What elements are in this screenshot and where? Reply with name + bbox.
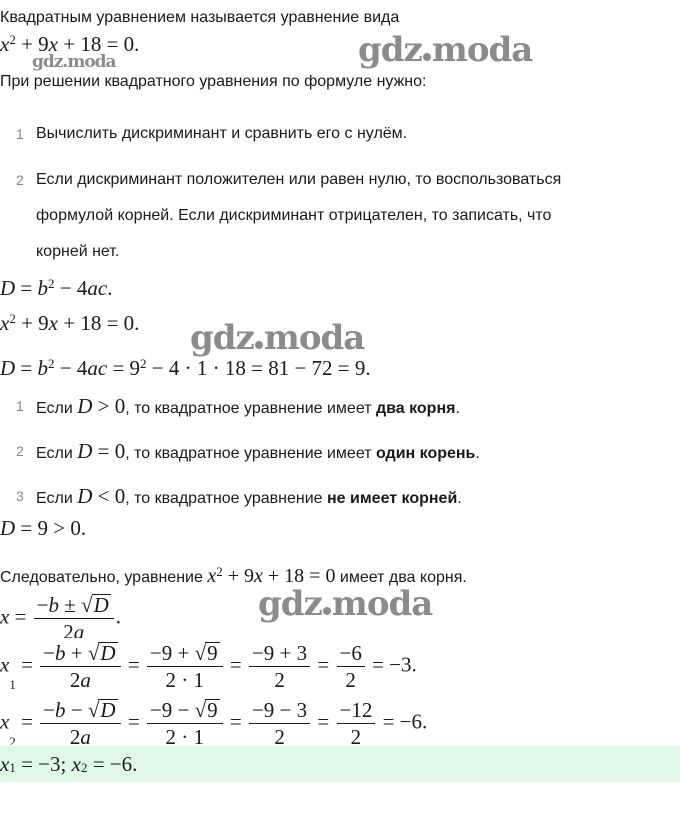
root-formula: x = $\frac{-b \pm √D}{2a}$ . xyxy=(0,593,121,638)
case-pre: Если xyxy=(36,400,73,417)
case-result: два корня xyxy=(375,400,456,417)
step-number: 2 xyxy=(16,172,24,188)
case-pre: Если xyxy=(36,445,73,462)
case-condition: D > 0 xyxy=(77,394,126,418)
case-post: , то квадратное уравнение имеет xyxy=(125,445,372,462)
discriminant-value: D = 9 > 0. xyxy=(0,516,87,540)
case-condition: D = 0 xyxy=(77,439,126,463)
definition-text: Квадратным уравнением называется уравнение вида xyxy=(0,9,400,26)
case-number: 3 xyxy=(16,488,24,504)
watermark-small: gdz.moda xyxy=(32,52,116,72)
watermark-logo-3: gdz moda xyxy=(258,584,433,624)
watermark-logo-2: gdz moda xyxy=(190,318,365,358)
discriminant-formula: $D = b^2 - 4ac$. xyxy=(0,276,113,300)
method-text: При решении квадратного уравнения по формуле нужно: xyxy=(0,73,427,90)
case-item: 1 Если D > 0, то квадратное уравнение имеет два корня. xyxy=(16,394,460,418)
case-pre: Если xyxy=(36,490,73,507)
step-text-line: Если дискриминант положителен или равен нулю, то воспользоваться xyxy=(36,171,562,188)
case-post: , то квадратное уравнение xyxy=(125,490,323,507)
discriminant-calculation: $D = b^2 - 4ac = 9^2 - 4 \cdot 1 \cdot 18 = 81 - 72 = 9$. xyxy=(0,356,371,380)
watermark-logo-1: gdz moda xyxy=(358,30,533,70)
case-item: 3 Если D < 0, то квадратное уравнение не имеет корней. xyxy=(16,484,462,508)
conclusion-equation: $x^2 + 9x + 18 = 0$ xyxy=(207,564,336,587)
case-post: , то квадратное уравнение имеет xyxy=(125,400,372,417)
case-item: 2 Если D = 0, то квадратное уравнение имеет один корень. xyxy=(16,439,480,463)
case-result: не имеет корней xyxy=(327,490,458,507)
case-number: 1 xyxy=(16,398,24,414)
answer-roots: $x_1 = -3$; $x_2 = -6$. xyxy=(0,752,138,776)
equation-repeat: $x^2 + 9x + 18 = 0$. xyxy=(0,311,140,335)
step-number: 1 xyxy=(16,126,24,142)
case-result: один корень xyxy=(375,445,476,462)
conclusion-post: имеет два корня. xyxy=(339,569,467,586)
conclusion-line xyxy=(0,564,467,588)
conclusion-pre: Следовательно, уравнение xyxy=(0,569,203,586)
root-x1-calculation: $x_1$ = $\frac{-b + √D}{2a}$ = $\frac{-9 + √9}{2 \cdot 1}$ = $\frac{-9 + 3}{2}$ = $\frac{-6}{2}$ = −3. xyxy=(0,641,417,692)
equation-general: $x^2 + 9x + 18 = 0$. xyxy=(0,32,140,56)
step-text-line: формулой корней. Если дискриминант отрицателен, то записать, что xyxy=(36,207,552,224)
root-x2-calculation: $x_2$ = $\frac{-b - √D}{2a}$ = $\frac{-9 - √9}{2 \cdot 1}$ = $\frac{-9 - 3}{2}$ = $\frac{-12}{2}$ = −6. xyxy=(0,698,428,745)
step-text: Вычислить дискриминант и сравнить его с нулём. xyxy=(36,125,408,142)
case-condition: D < 0 xyxy=(77,484,126,508)
step-text-line: корней нет. xyxy=(36,243,120,260)
case-number: 2 xyxy=(16,443,24,459)
